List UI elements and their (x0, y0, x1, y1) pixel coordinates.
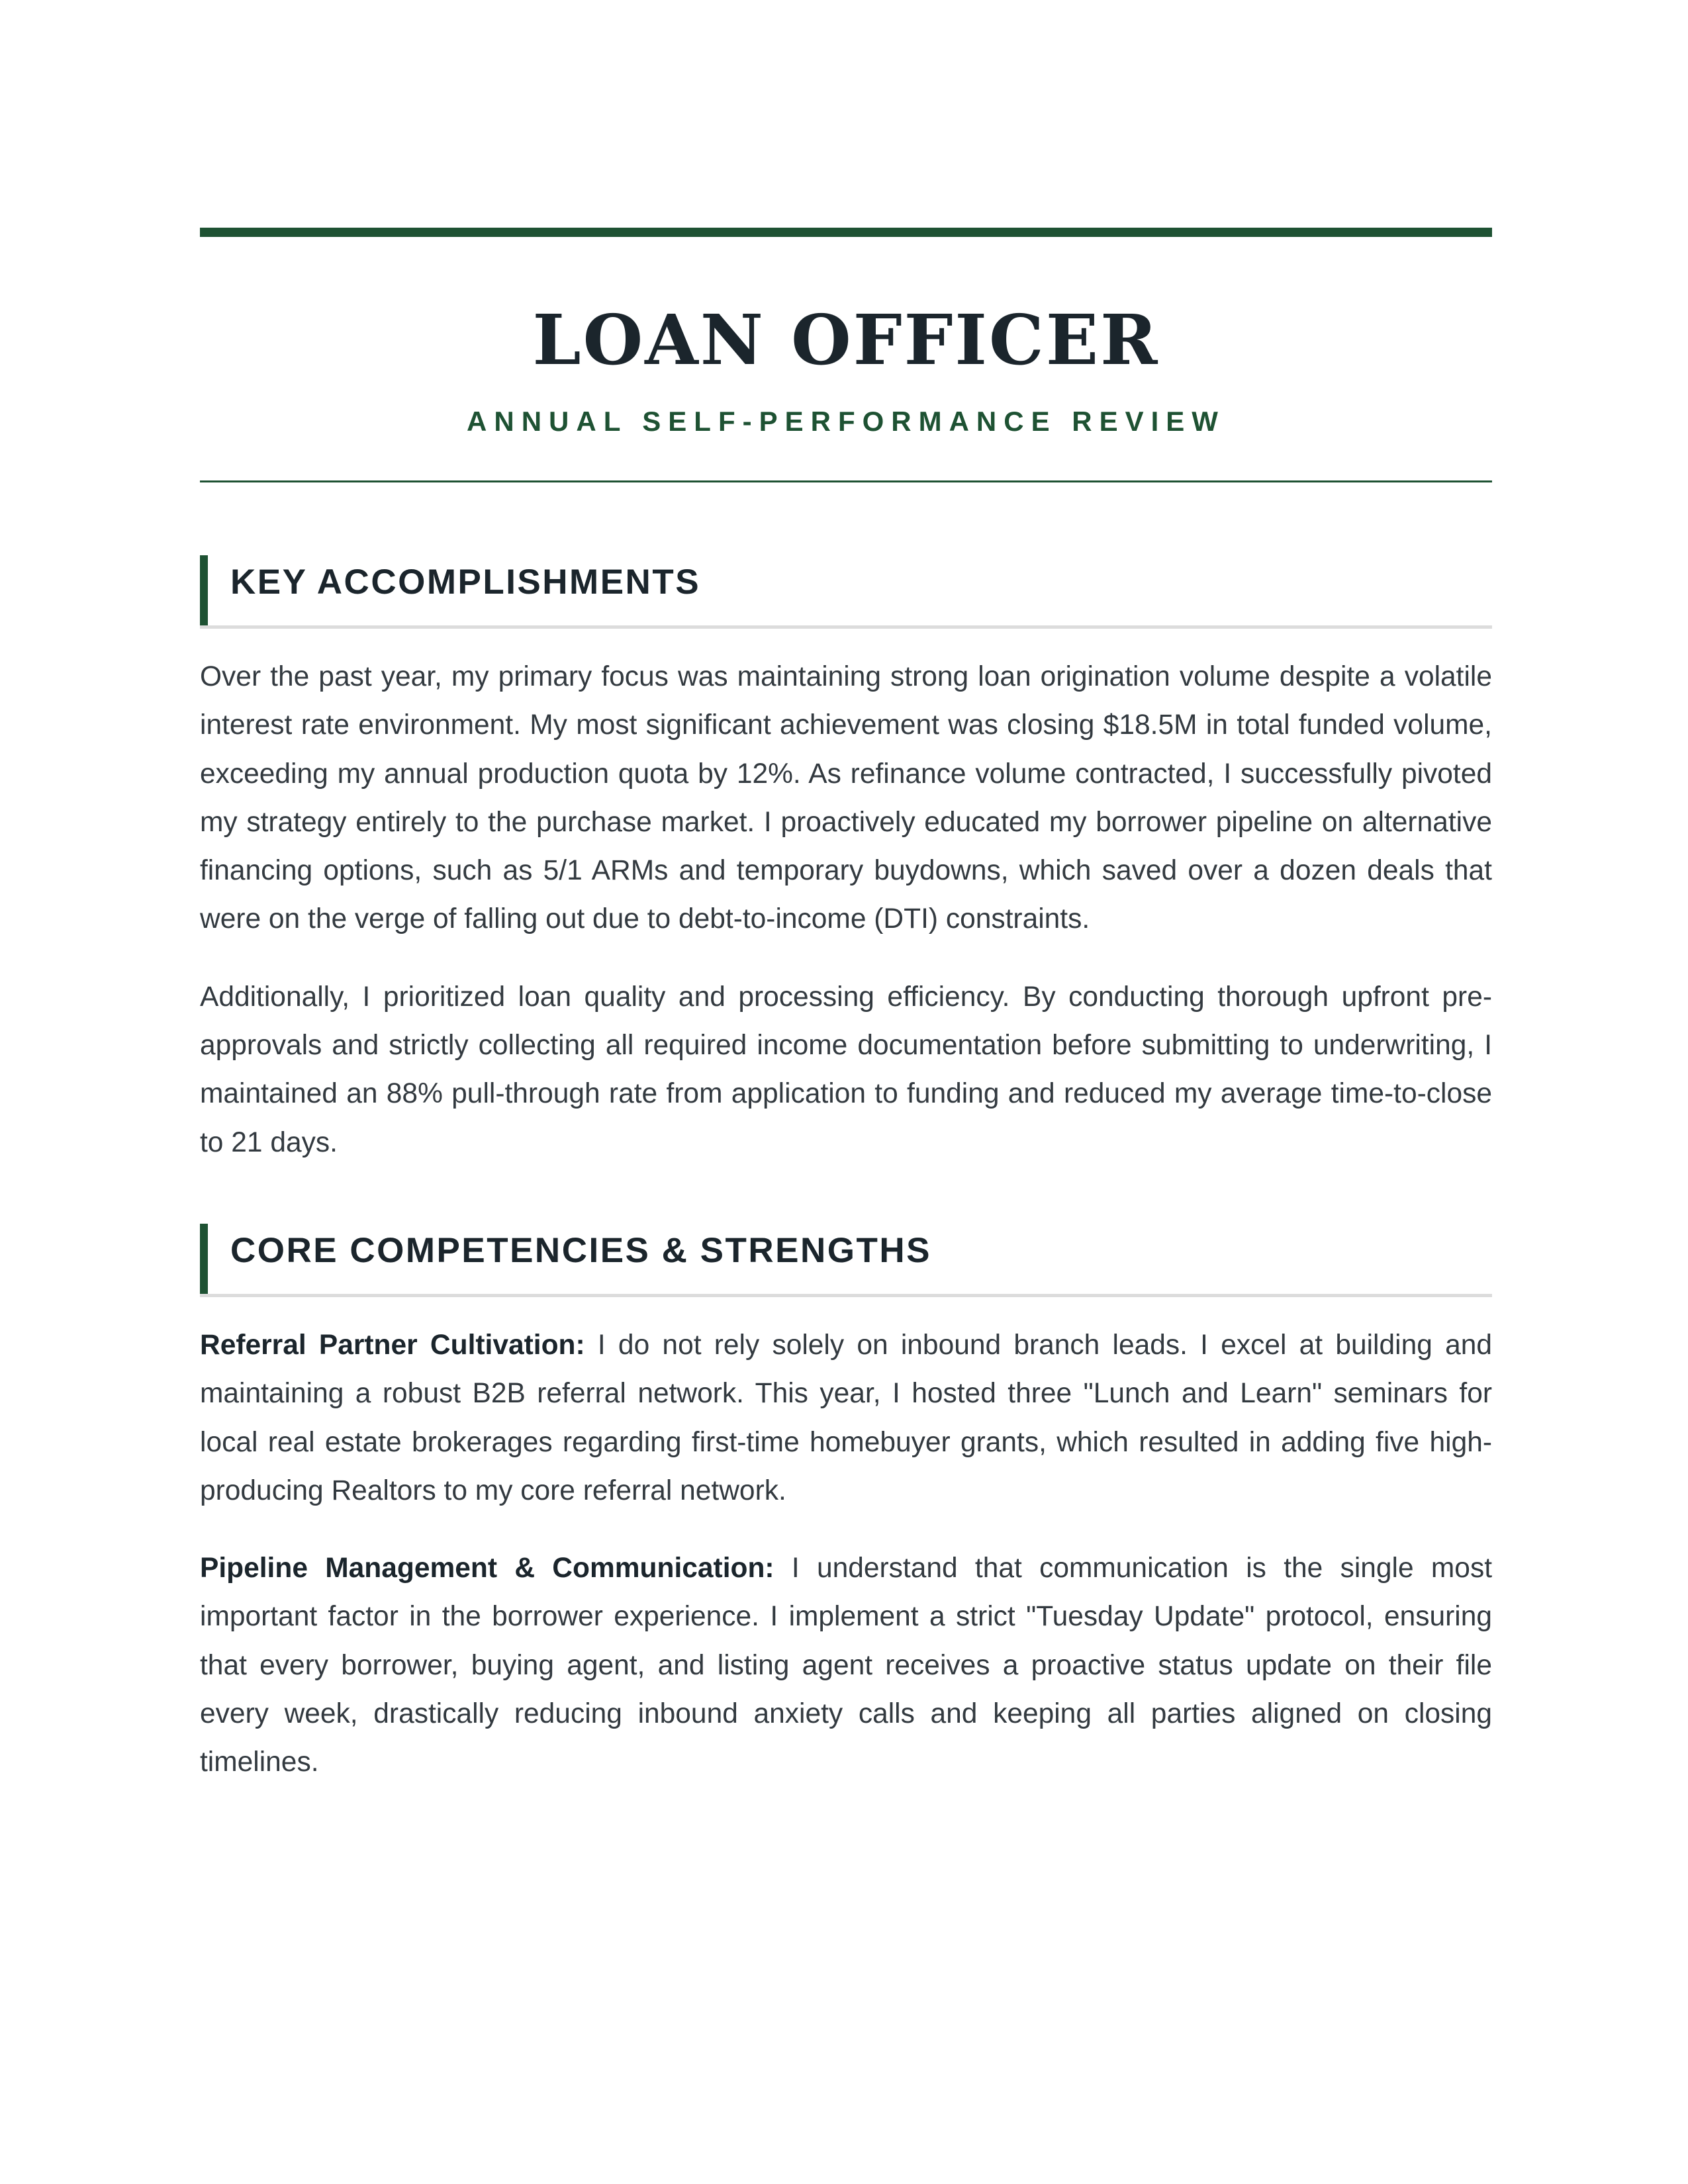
section-title: KEY ACCOMPLISHMENTS (230, 563, 701, 602)
paragraph-text: Additionally, I prioritized loan quality and processing efficiency. By conducting thorough upfront pre-approvals and strictly collecting all required income documentation before submitting to underwriting, I maintained an 88% pull-through rate from application to funding and reduced my average time-to-close to 21 days. (200, 981, 1492, 1158)
document-title: LOAN OFFICER (532, 299, 1160, 381)
section-accent-bar (200, 1224, 208, 1294)
paragraph-lead-label: Referral Partner Cultivation: (200, 1329, 585, 1361)
document-subtitle: ANNUAL SELF-PERFORMANCE REVIEW (467, 406, 1225, 437)
paragraph (200, 973, 1492, 1167)
document-page (200, 228, 1492, 1787)
header-divider (200, 480, 1492, 482)
paragraph (200, 1544, 1492, 1786)
section-title: CORE COMPETENCIES & STRENGTHS (230, 1230, 931, 1270)
paragraph-text: I understand that communication is the single most important factor in the borrower experience. I implement a strict "Tuesday Update" protocol, ensuring that every borrower, buying agent, and listing agent receives a proactive status update on their file every week, drastically reducing inbound anxiety calls and keeping all parties aligned on closing timelines. (200, 1553, 1492, 1778)
top-accent-bar (200, 228, 1492, 237)
paragraph (200, 653, 1492, 944)
section-heading-key-accomplishments (200, 555, 1492, 629)
section-heading-core-competencies (200, 1224, 1492, 1297)
paragraph (200, 1321, 1492, 1515)
paragraph-text: Over the past year, my primary focus was maintaining strong loan origination volume despite a volatile interest rate environment. My most significant achievement was closing $18.5M in total funded volume, exceeding my annual production quota by 12%. As refinance volume contracted, I successfully pivoted my strategy entirely to the purchase market. I proactively educated my borrower pipeline on alternative financing options, such as 5/1 ARMs and temporary buydowns, which saved over a dozen deals that were on the verge of falling out due to debt-to-income (DTI) constraints. (200, 661, 1492, 935)
paragraph-lead-label: Pipeline Management & Communication: (200, 1553, 774, 1584)
paragraph-text: I do not rely solely on inbound branch leads. I excel at building and maintaining a robust B2B referral network. This year, I hosted three "Lunch and Learn" seminars for local real estate brokerages regarding first-time homebuyer grants, which resulted in adding five high-producing Realtors to my core referral network. (200, 1329, 1492, 1506)
section-accent-bar (200, 555, 208, 625)
